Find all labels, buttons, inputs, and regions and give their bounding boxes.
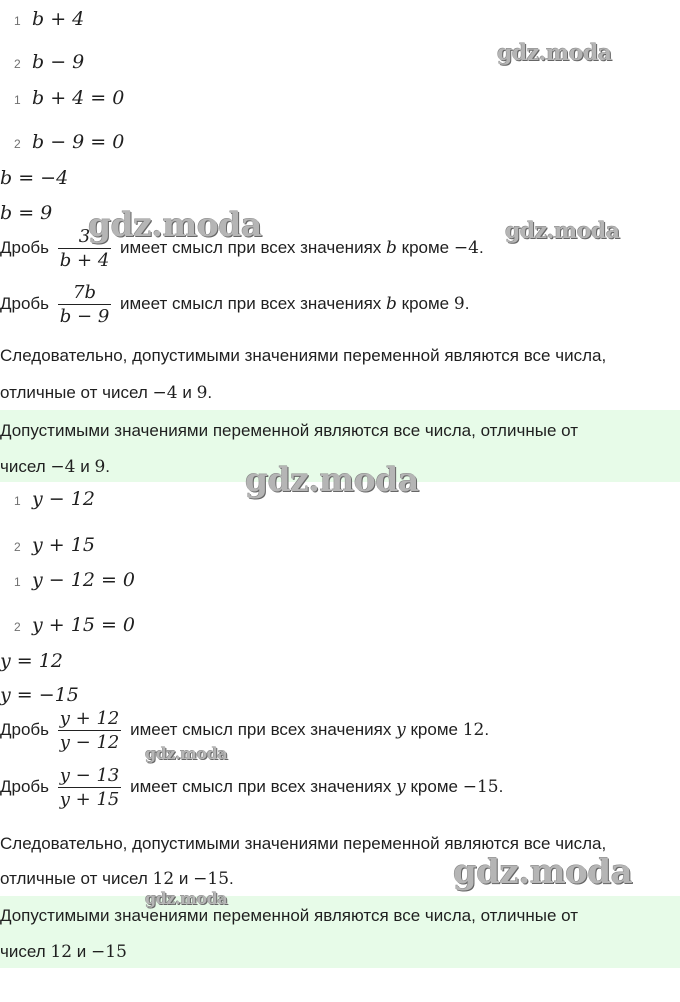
watermark: gdz.moda xyxy=(497,40,612,66)
fraction-statement: Дробь $\frac{7b}{b - 9}$ имеет смысл при всех значениях b кроме 9. xyxy=(0,282,470,327)
root-line: y = 12 xyxy=(0,650,63,672)
root-line: y = −15 xyxy=(0,684,79,706)
answer-line: чисел 12 и −15 xyxy=(0,942,127,962)
list-item: 1 b + 4 xyxy=(14,8,85,30)
fraction: $\frac{3}{b + 4}$ xyxy=(59,226,110,271)
list-item: 2 y + 15 xyxy=(14,534,95,556)
fraction-statement: Дробь $\frac{y + 12}{y - 12}$ имеет смысл при всех значениях y кроме 12. xyxy=(0,708,490,753)
fraction: $\frac{y - 13}{y + 15}$ xyxy=(59,765,120,810)
list-item: 1 b + 4 = 0 xyxy=(14,87,125,109)
list-item: 1 y − 12 = 0 xyxy=(14,569,135,591)
list-item: 2 b − 9 xyxy=(14,51,85,73)
conclusion-line: отличные от чисел 12 и −15. xyxy=(0,869,234,889)
watermark: gdz.moda xyxy=(505,218,620,244)
watermark: gdz.moda xyxy=(145,889,228,908)
conclusion-line: отличные от чисел −4 и 9. xyxy=(0,383,213,403)
conclusion-line: Следовательно, допустимыми значениями переменной являются все числа, xyxy=(0,346,607,365)
watermark: gdz.moda xyxy=(145,744,228,763)
answer-line: чисел −4 и 9. xyxy=(0,457,110,477)
root-line: b = −4 xyxy=(0,167,69,189)
root-line: b = 9 xyxy=(0,202,53,224)
watermark: gdz.moda xyxy=(245,460,419,499)
fraction: $\frac{y + 12}{y - 12}$ xyxy=(59,708,120,753)
watermark: gdz.moda xyxy=(88,205,262,244)
list-item: 2 y + 15 = 0 xyxy=(14,614,135,636)
watermark: gdz.moda xyxy=(453,852,633,892)
fraction-statement: Дробь $\frac{3}{b + 4}$ имеет смысл при всех значениях b кроме −4. xyxy=(0,226,484,271)
answer-line: Допустимыми значениями переменной являются все числа, отличные от xyxy=(0,906,578,925)
conclusion-line: Следовательно, допустимыми значениями переменной являются все числа, xyxy=(0,834,607,853)
fraction-statement: Дробь $\frac{y - 13}{y + 15}$ имеет смысл при всех значениях y кроме −15. xyxy=(0,765,504,810)
fraction: $\frac{7b}{b - 9}$ xyxy=(59,282,110,327)
list-item: 1 y − 12 xyxy=(14,488,95,510)
answer-line: Допустимыми значениями переменной являются все числа, отличные от xyxy=(0,421,578,440)
list-item: 2 b − 9 = 0 xyxy=(14,131,125,153)
